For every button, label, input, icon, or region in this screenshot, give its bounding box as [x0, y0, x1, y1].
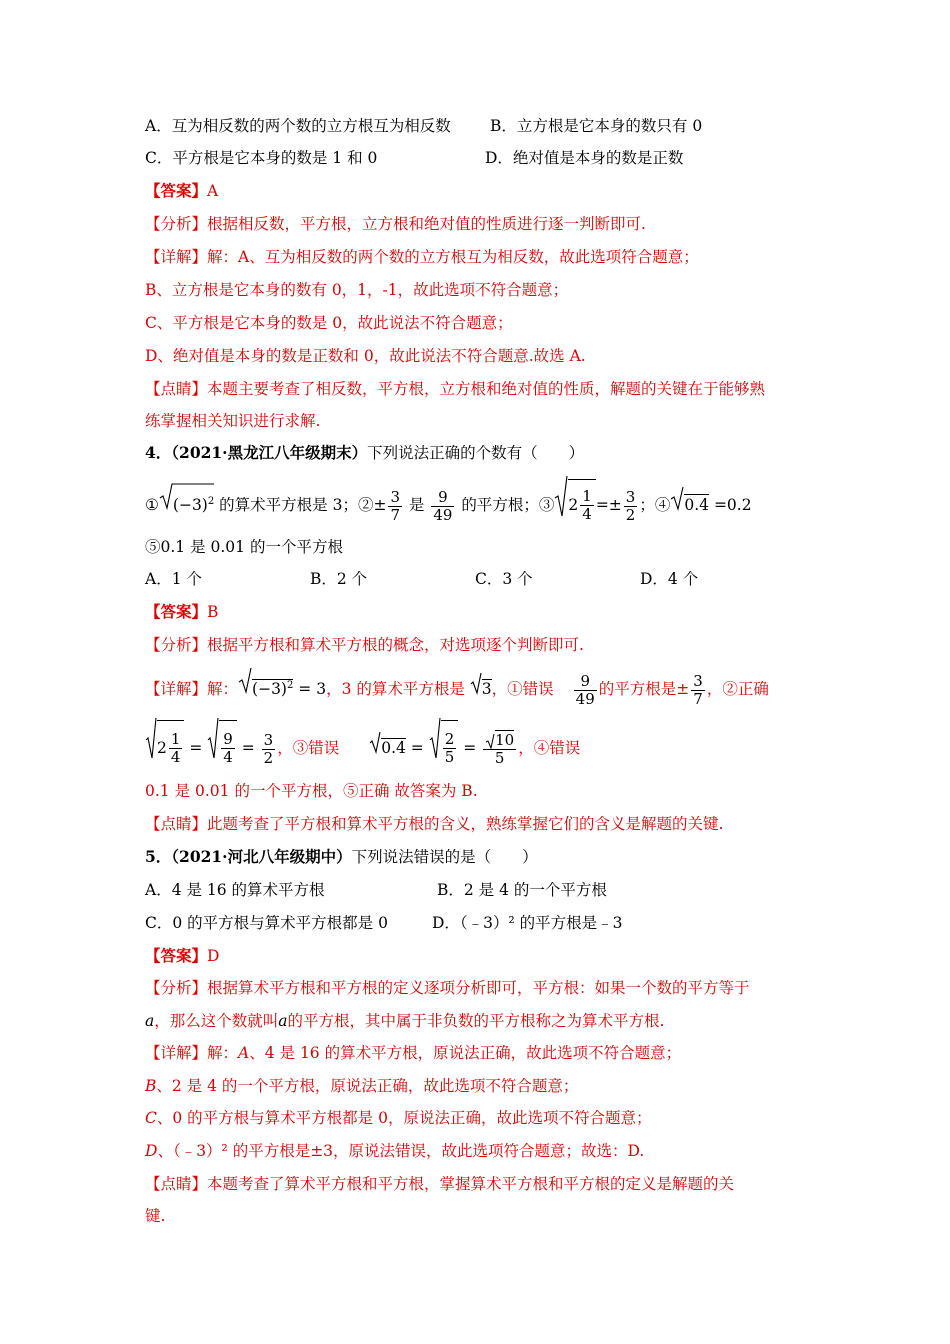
q3-option-b: B．立方根是它本身的数只有 0 — [490, 117, 703, 135]
answer-tag: 【答案】 — [145, 946, 208, 965]
comment-text: 本题考查了算术平方根和平方根，掌握算术平方根和平方根的定义是解题的关 — [207, 1175, 735, 1193]
sqrt-mixed-number — [554, 474, 568, 538]
q4-option-a: A．1 个 — [145, 570, 202, 588]
numerator: 3 — [390, 487, 400, 506]
denominator: 7 — [390, 505, 400, 524]
numerator: 1 — [582, 487, 592, 505]
fraction-9-49-detail — [574, 673, 597, 708]
q4-analysis — [145, 635, 584, 655]
denominator: 4 — [582, 505, 592, 523]
answer-value: D — [207, 947, 220, 965]
analysis-text: 根据平方根和算术平方根的概念，对选项逐个判断即可. — [207, 636, 584, 654]
statement-2-text: 是 — [404, 496, 430, 514]
sqrt-neg3-squared-detail — [238, 664, 252, 716]
analysis-tag: 【分析】 — [145, 215, 208, 233]
q4-statements — [145, 474, 752, 538]
detail-pre: 解： — [207, 1044, 239, 1062]
sqrt-3 — [470, 664, 482, 716]
sqrt-0.4 — [670, 481, 684, 531]
comment-tag: 【点睛】 — [145, 1175, 208, 1193]
detail-pre: 解： — [207, 680, 239, 699]
variable-a: a — [278, 1012, 288, 1030]
comment-tag: 【点睛】 — [145, 815, 208, 833]
q3-option-c: C．平方根是它本身的数是 1 和 0 — [145, 149, 378, 167]
numerator-sqrt10: 10 — [483, 732, 516, 750]
q4-detail-1 — [145, 660, 769, 716]
q3-analysis — [145, 214, 646, 234]
q5-detail-4 — [145, 1141, 644, 1161]
detail-tag: 【详解】 — [145, 680, 208, 699]
fraction-2-5: $\frac{2}{5}$ — [441, 720, 459, 775]
option-letter: A — [238, 1044, 250, 1062]
q3-comment-2: 练掌握相关知识进行求解. — [145, 412, 321, 430]
q5-analysis-1 — [145, 978, 750, 998]
detail-mid: ，3 的算术平方根是 — [326, 680, 470, 699]
analysis-tag: 【分析】 — [145, 636, 208, 654]
denominator: 2 — [263, 748, 274, 767]
eq-1: = — [184, 739, 208, 757]
sqrt-0.4-detail — [369, 722, 381, 776]
numerator: 9 — [431, 489, 454, 507]
radicand-1: (−3) — [172, 496, 208, 514]
sqrt-mixed-detail — [145, 716, 157, 782]
q5-heading — [145, 847, 538, 867]
radicand-detail: $(-3)^2$ — [252, 680, 294, 699]
q4-detail-2 — [145, 716, 580, 782]
detail-text: 、0 的平方根与算术平方根都是 0，原说法正确，故此选项不符合题意； — [156, 1109, 652, 1127]
detail-text: 、4 是 16 的算术平方根，原说法正确，故此选项不符合题意； — [249, 1044, 682, 1062]
fraction-9-49 — [431, 489, 454, 524]
q5-detail-2 — [145, 1076, 578, 1096]
analysis-text: 根据相反数，平方根，立方根和绝对值的性质进行逐一判断即可. — [207, 215, 646, 233]
answer-tag: 【答案】 — [145, 181, 208, 200]
radicand-0.4-detail: 0.4 — [381, 739, 406, 757]
answer-value: A — [207, 182, 219, 200]
eq-2: = — [236, 739, 260, 757]
radicand-3: 3 — [481, 680, 492, 699]
detail-tag: 【详解】 — [145, 1044, 208, 1062]
integer-part: 2 — [568, 495, 579, 514]
detail-text: 、2 是 4 的一个平方根，原说法正确，故此选项不符合题意； — [156, 1077, 579, 1095]
q5-comment-1 — [145, 1174, 734, 1194]
q3-detail-4: D、绝对值是本身的数是正数和 0，故此说法不符合题意.故选 A. — [145, 347, 586, 365]
q5-detail-3 — [145, 1108, 651, 1128]
q3-answer — [145, 181, 218, 201]
question-stem: 下列说法正确的个数有（ ） — [367, 444, 585, 462]
fraction-3-2-detail — [262, 732, 276, 767]
detail-2-post-2: ，④错误 — [518, 739, 581, 757]
q4-comment — [145, 814, 723, 834]
fraction-3-7 — [388, 489, 402, 524]
question-stem: 下列说法错误的是（ ） — [351, 848, 538, 866]
comment-tag: 【点睛】 — [145, 380, 208, 398]
q3-option-d: D．绝对值是本身的数是正数 — [485, 149, 684, 167]
question-source: （2021·黑龙江八年级期末） — [171, 443, 368, 462]
q3-option-a: A．互为相反数的两个数的立方根互为相反数 — [145, 117, 451, 135]
fraction-1-4 — [580, 488, 594, 523]
sqrt-9-4 — [207, 716, 219, 782]
detail-post: ，①错误 — [491, 680, 554, 699]
comment-text: 本题主要考查了相反数，平方根，立方根和绝对值的性质，解题的关键在于能够熟 — [207, 380, 766, 398]
numerator: 3 — [693, 671, 703, 690]
question-number: 5． — [145, 847, 172, 866]
analysis-text: 的平方根，其中属于非负数的平方根称之为算术平方根. — [287, 1012, 665, 1030]
q4-heading — [145, 443, 584, 463]
exponent-1: 2 — [207, 495, 215, 507]
radicand-0.4: 0.4 — [684, 496, 710, 514]
variable-a: a — [145, 1012, 155, 1030]
question-source: （2021·河北八年级期中） — [171, 847, 352, 866]
denominator: 2 — [625, 505, 636, 524]
detail-text: 解：A、互为相反数的两个数的立方根互为相反数，故此选项符合题意； — [207, 248, 699, 266]
q5-analysis-2 — [145, 1011, 664, 1031]
fraction-3-7-detail — [691, 673, 705, 708]
option-letter: D — [145, 1142, 158, 1160]
q5-answer — [145, 946, 219, 966]
q4-option-c: C．3 个 — [475, 570, 533, 588]
numerator: 3 — [263, 730, 274, 749]
q5-option-c: C．0 的平方根与算术平方根都是 0 — [145, 914, 388, 932]
question-number: 4． — [145, 443, 172, 462]
detail-tag: 【详解】 — [145, 248, 208, 266]
analysis-text: 根据算术平方根和平方根的定义逐项分析即可，平方根：如果一个数的平方等于 — [207, 979, 750, 997]
detail-mid-2: 的平方根是± — [598, 680, 690, 699]
statement-3-post: ；④ — [639, 496, 671, 514]
statement-1-marker: ① — [145, 496, 159, 514]
fraction-3-2 — [624, 489, 638, 524]
statement-2-post: 的平方根；③ — [456, 496, 555, 514]
option-letter: B — [145, 1077, 157, 1095]
detail-post-2: ，②正确 — [706, 680, 769, 699]
fraction-9-4: $\frac{9}{4}$ — [219, 720, 237, 775]
denominator: 5 — [494, 748, 505, 767]
mixed-number-2-1-4 — [568, 479, 595, 530]
equals-plusminus: =± — [595, 496, 622, 514]
q4-answer — [145, 602, 218, 622]
q5-detail-1 — [145, 1043, 681, 1063]
mixed-2-1-4-detail: 2 $\frac{1}{4}$ — [157, 720, 184, 775]
statement-1-text: 的算术平方根是 3；②± — [214, 496, 387, 514]
answer-tag: 【答案】 — [145, 602, 208, 621]
q4-option-b: B．2 个 — [310, 570, 368, 588]
q5-option-b: B．2 是 4 的一个平方根 — [437, 881, 607, 899]
numerator: 9 — [574, 673, 597, 691]
denominator: 49 — [433, 505, 453, 524]
equals-3: = 3 — [293, 680, 327, 699]
statement-4-post: =0.2 — [709, 496, 752, 514]
option-letter: C — [145, 1109, 157, 1127]
q5-comment-2: 键. — [145, 1207, 166, 1225]
q4-detail-3: 0.1 是 0.01 的一个平方根，⑤正确 故答案为 B. — [145, 782, 478, 800]
sqrt-2-5 — [429, 716, 441, 782]
q4-statement-5: ⑤0.1 是 0.01 的一个平方根 — [145, 538, 343, 556]
answer-value: B — [207, 603, 219, 621]
analysis-text: ，那么这个数就叫 — [154, 1012, 279, 1030]
q5-option-d: D．（﹣3）² 的平方根是﹣3 — [432, 914, 623, 932]
comment-text: 此题考查了平方根和算术平方根的含义，熟练掌握它们的含义是解题的关键. — [207, 815, 724, 833]
denominator: 49 — [575, 689, 595, 708]
analysis-tag: 【分析】 — [145, 979, 208, 997]
q3-detail-3: C、平方根是它本身的数是 0，故此说法不符合题意； — [145, 314, 513, 332]
fraction-sqrt10-5 — [483, 732, 516, 767]
detail-text: 、（﹣3）² 的平方根是±3，原说法错误，故此选项符合题意；故选：D. — [157, 1142, 645, 1160]
q5-option-a: A．4 是 16 的算术平方根 — [145, 881, 325, 899]
eq-3: = — [405, 739, 429, 757]
q3-comment-1 — [145, 379, 765, 399]
denominator: 7 — [693, 689, 703, 708]
numerator: 3 — [625, 487, 636, 506]
q3-detail-2: B、立方根是它本身的数有 0，1，-1，故此选项不符合题意； — [145, 281, 569, 299]
detail-2-post: ，③错误 — [277, 739, 340, 757]
eq-4: = — [458, 739, 482, 757]
q3-detail-1 — [145, 247, 699, 267]
q4-option-d: D．4 个 — [640, 570, 699, 588]
